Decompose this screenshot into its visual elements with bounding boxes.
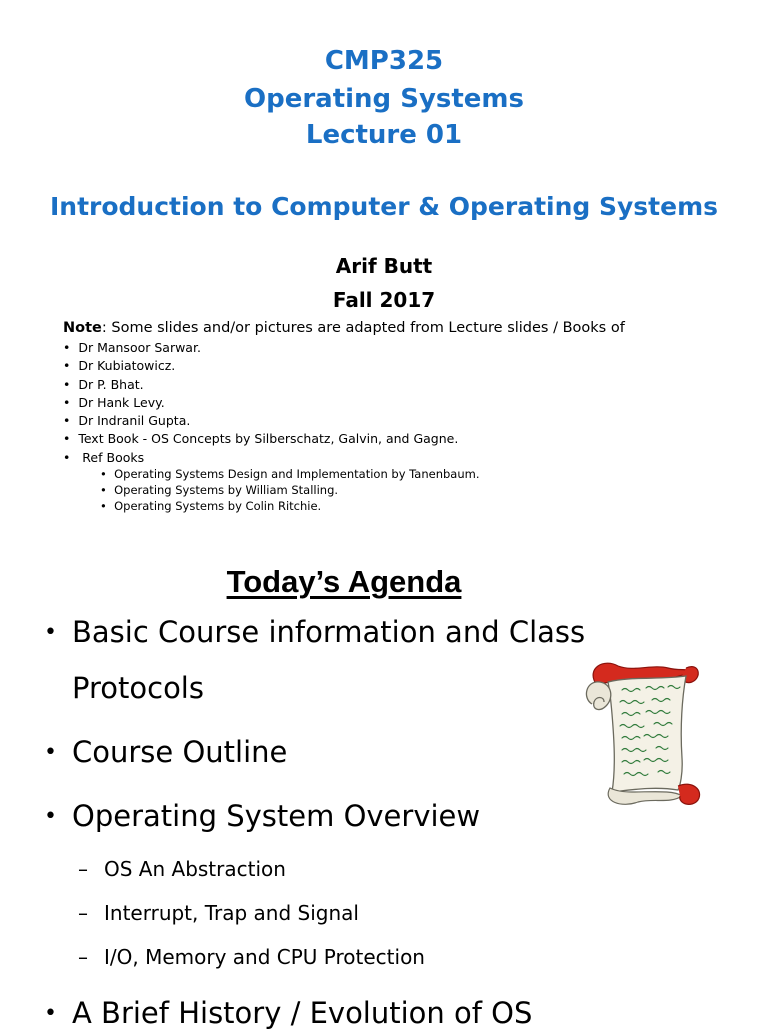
scroll-icon [582, 658, 704, 808]
agenda-item-label: Course Outline [72, 735, 288, 769]
dash: – [78, 945, 88, 969]
list-item: • Dr Indranil Gupta. [63, 412, 458, 430]
lecture-number: Lecture 01 [305, 120, 463, 150]
author-name: Arif Butt [335, 254, 433, 278]
lecture-title: Introduction to Computer & Operating Systems [49, 192, 719, 221]
agenda-title: Today’s Agenda [226, 564, 462, 599]
list-item: • Dr Hank Levy. [63, 394, 458, 412]
agenda-subitem-label: I/O, Memory and CPU Protection [104, 945, 425, 969]
agenda-item-label: A Brief History / Evolution of OS [72, 996, 533, 1030]
agenda-subitem [78, 899, 359, 927]
bullet: • [44, 620, 57, 645]
list-item: • Dr Kubiatowicz. [63, 357, 458, 375]
bullet: • [44, 1001, 57, 1026]
list-item: • Ref Books [63, 449, 458, 467]
agenda-item-label: Basic Course information and Class [72, 615, 586, 649]
list-item: • Dr Mansoor Sarwar. [63, 339, 458, 357]
term: Fall 2017 [332, 288, 436, 312]
note-text: : Some slides and/or pictures are adapted from Lecture slides / Books of [101, 320, 625, 336]
ref-books-list [100, 466, 480, 514]
credits-list [63, 339, 458, 467]
list-item: • Operating Systems by William Stalling. [100, 482, 480, 498]
agenda-item-label: Operating System Overview [72, 799, 481, 833]
agenda-subitem [78, 855, 286, 883]
note-line [63, 318, 625, 338]
agenda-subitem-label: OS An Abstraction [104, 857, 286, 881]
course-name: Operating Systems [243, 84, 524, 114]
bullet: • [44, 740, 57, 765]
agenda-item [44, 993, 532, 1034]
agenda-item [44, 612, 585, 653]
bullet: • [44, 804, 57, 829]
note-label: Note [63, 320, 102, 336]
agenda-subitem-label: Interrupt, Trap and Signal [104, 901, 359, 925]
agenda-item-continuation: Protocols [72, 671, 204, 705]
dash: – [78, 857, 88, 881]
agenda-item [44, 796, 480, 837]
list-item: • Operating Systems Design and Implementation by Tanenbaum. [100, 466, 480, 482]
list-item: • Text Book - OS Concepts by Silberschatz, Galvin, and Gagne. [63, 430, 458, 448]
agenda-item [44, 732, 287, 773]
course-code: CMP325 [324, 46, 444, 76]
list-item: • Dr P. Bhat. [63, 376, 458, 394]
list-item: • Operating Systems by Colin Ritchie. [100, 498, 480, 514]
agenda-subitem [78, 943, 425, 971]
dash: – [78, 901, 88, 925]
